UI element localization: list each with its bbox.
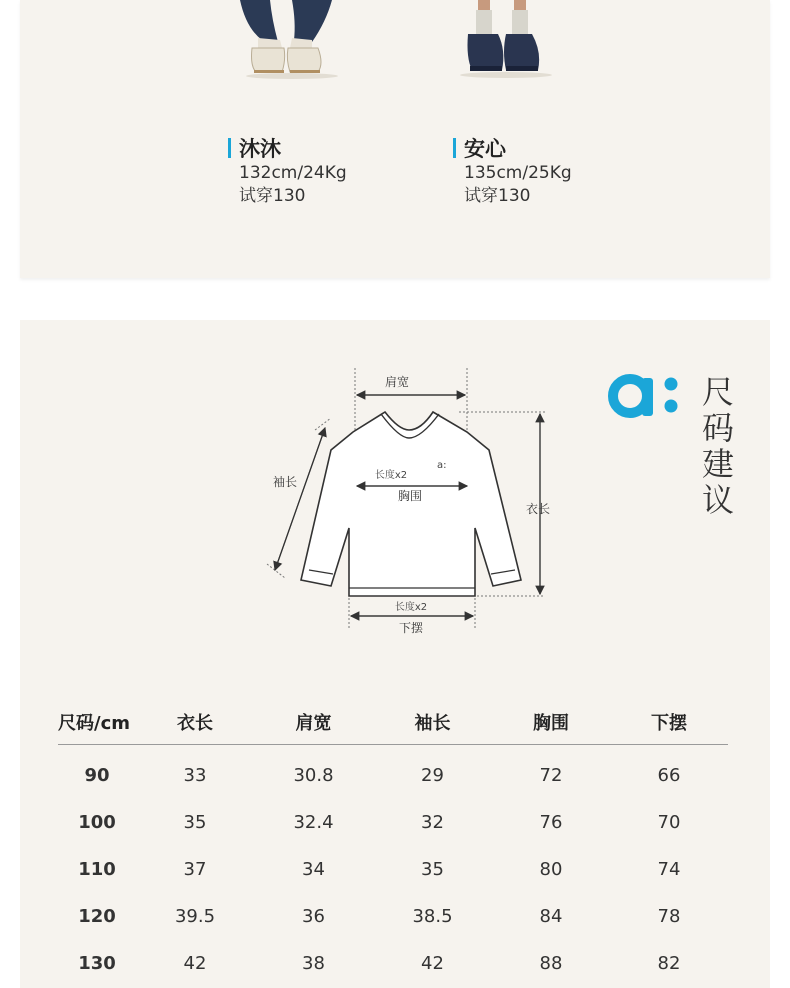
cell-length: 33 (183, 765, 207, 786)
size-table (58, 700, 728, 987)
cell-hem: 74 (657, 859, 681, 880)
model-photo-left (232, 0, 352, 80)
size-guide-card (20, 320, 770, 988)
model-card (20, 0, 770, 278)
chest-label: 胸围 (397, 489, 423, 503)
cell-size: 100 (78, 812, 116, 833)
cell-hem: 78 (657, 906, 681, 927)
header-shoulder: 肩宽 (295, 713, 332, 734)
accent-bar (228, 138, 231, 158)
model-info-left (228, 134, 347, 208)
garment-tag: a: (437, 460, 447, 471)
cell-length: 42 (183, 953, 207, 974)
cell-size: 120 (78, 906, 116, 927)
section-title (700, 374, 736, 518)
size-table-header (58, 700, 728, 745)
cell-sleeve: 42 (421, 953, 444, 974)
title-char: 建 (701, 445, 734, 483)
cell-size: 110 (78, 859, 116, 880)
cell-sleeve: 32 (421, 812, 444, 833)
cell-shoulder: 34 (302, 859, 325, 880)
header-size: 尺码/cm (58, 713, 130, 734)
model-height-weight: 132cm/24Kg (239, 163, 347, 183)
sleeve-label: 袖长 (272, 475, 298, 489)
cell-size: 130 (78, 953, 116, 974)
table-row (58, 893, 728, 940)
title-char: 尺 (701, 373, 734, 411)
model-name: 沐沐 (239, 137, 281, 161)
length-label: 衣长 (526, 502, 551, 516)
header-length: 衣长 (177, 713, 213, 734)
model-fit-size: 试穿130 (464, 186, 531, 206)
cell-length: 37 (183, 859, 207, 880)
model-height-weight: 135cm/25Kg (464, 163, 572, 183)
cell-length: 35 (183, 812, 207, 833)
cell-sleeve: 29 (421, 765, 444, 786)
table-row (58, 799, 728, 846)
cell-chest: 84 (539, 906, 563, 927)
shoulder-label: 肩宽 (384, 375, 410, 389)
chest-note: 长度x2 (374, 470, 408, 481)
title-char: 码 (701, 409, 734, 447)
table-row (58, 752, 728, 799)
header-sleeve: 袖长 (414, 713, 451, 734)
brand-logo-icon (608, 372, 686, 424)
cell-shoulder: 32.4 (293, 812, 334, 833)
cell-chest: 76 (539, 812, 563, 833)
header-hem: 下摆 (651, 713, 687, 734)
model-info-right (453, 134, 572, 208)
header-chest: 胸围 (533, 713, 569, 734)
cell-sleeve: 35 (421, 859, 444, 880)
cell-shoulder: 38 (302, 953, 325, 974)
cell-shoulder: 36 (302, 906, 325, 927)
model-name: 安心 (464, 137, 506, 161)
model-photo-right (448, 0, 568, 80)
cell-hem: 82 (657, 953, 681, 974)
hem-note: 长度x2 (394, 602, 428, 613)
cell-chest: 72 (539, 765, 563, 786)
cell-shoulder: 30.8 (293, 765, 334, 786)
hem-label: 下摆 (398, 621, 424, 635)
garment-measurement-diagram (245, 360, 545, 640)
cell-chest: 80 (539, 859, 563, 880)
sweater-outline (301, 412, 521, 596)
model-fit-size: 试穿130 (239, 186, 306, 206)
cell-size: 90 (84, 765, 110, 786)
size-table-body (58, 752, 728, 987)
accent-bar (453, 138, 456, 158)
cell-chest: 88 (539, 953, 563, 974)
cell-sleeve: 38.5 (412, 906, 453, 927)
cell-hem: 66 (657, 765, 681, 786)
table-row (58, 846, 728, 893)
table-row (58, 940, 728, 987)
title-char: 议 (701, 481, 734, 519)
cell-length: 39.5 (174, 906, 216, 927)
cell-hem: 70 (657, 812, 681, 833)
